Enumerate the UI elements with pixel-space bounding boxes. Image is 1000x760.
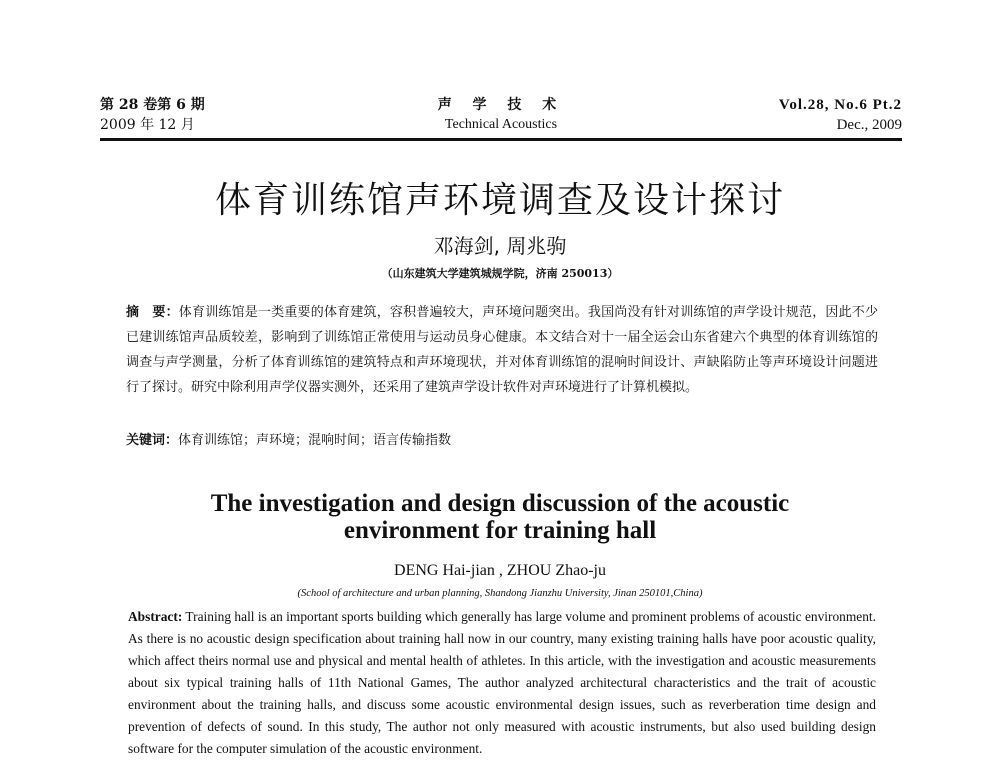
journal-header — [100, 95, 902, 137]
authors-en: DENG Hai-jian , ZHOU Zhao-ju — [394, 562, 606, 579]
journal-name-cn: 声 学 技 术 — [437, 97, 565, 113]
paper-title-en — [0, 490, 1000, 544]
abstract-cn-text: 体育训练馆是一类重要的体育建筑，容积普遍较大，声环境问题突出。我国尚没有针对训练馆的声学设计规范，因此不少已建训练馆声品质较差，影响到了训练馆正常使用与运动员身心健康。本文结合对十一届全运会山东省建六个典型的体育训练馆的调查与声学测量，分析了体育训练馆的建筑特点和声环境现状，并对体育训练馆的混响时间设计、声缺陷防止等声环境设计问题进行了探讨。研究中除利用声学仪器实测外，还采用了建筑声学设计软件对声环境进行了计算机模拟。 — [126, 305, 878, 395]
date-en: Dec., 2009 — [836, 117, 902, 133]
volume-issue-en: Vol.28, No.6 Pt.2 — [778, 97, 902, 113]
abstract-en — [128, 606, 876, 760]
keywords-cn — [126, 430, 878, 452]
issue-info-en — [779, 95, 902, 135]
journal-name-en: Technical Acoustics — [444, 117, 558, 132]
journal-name — [390, 95, 612, 135]
abstract-en-label: Abstract: — [128, 609, 183, 624]
header-rule — [100, 138, 902, 141]
date-cn: 2009 年 12 月 — [100, 117, 195, 133]
paper-title-en-line1: The investigation and design discussion of the acoustic — [210, 490, 790, 517]
keywords-cn-text: 体育训练馆；声环境；混响时间；语言传输指数 — [178, 433, 452, 448]
keywords-cn-label: 关键词： — [126, 433, 179, 448]
issue-info — [100, 95, 205, 135]
abstract-cn-label: 摘 要： — [126, 305, 179, 320]
volume-issue-cn: 第 28 卷第 6 期 — [100, 97, 205, 113]
affiliation-en: (School of architecture and urban planning, Shandong Jianzhu University, Jinan 250101,China) — [297, 588, 703, 599]
authors-cn: 邓海剑, 周兆驹 — [433, 234, 567, 258]
abstract-en-text: Training hall is an important sports building which generally has large volume and prominent problems of acoustic environment. As there is no acoustic design specification about training hall now in our country, many existing training halls have poor acoustic quality, which affect theirs normal use and physical and mental health of athletes. In this article, with the investigation and acoustic measurements about six typical training halls of 11th National Games, The author analyzed architectural characteristics and the trait of acoustic environment about the training halls, and discuss some acoustic environmental design issues, such as reverberation time design and prevention of defects of sound. In this study, The author not only measured with acoustic instruments, but also used building design software for the computer simulation of the acoustic environment. — [128, 609, 876, 756]
affiliation-cn: （山东建筑大学建筑城规学院，济南 250013） — [381, 267, 619, 280]
paper-title-cn: 体育训练馆声环境调查及设计探讨 — [214, 180, 785, 221]
paper-title-en-line2: environment for training hall — [343, 517, 657, 544]
abstract-cn — [126, 300, 878, 400]
